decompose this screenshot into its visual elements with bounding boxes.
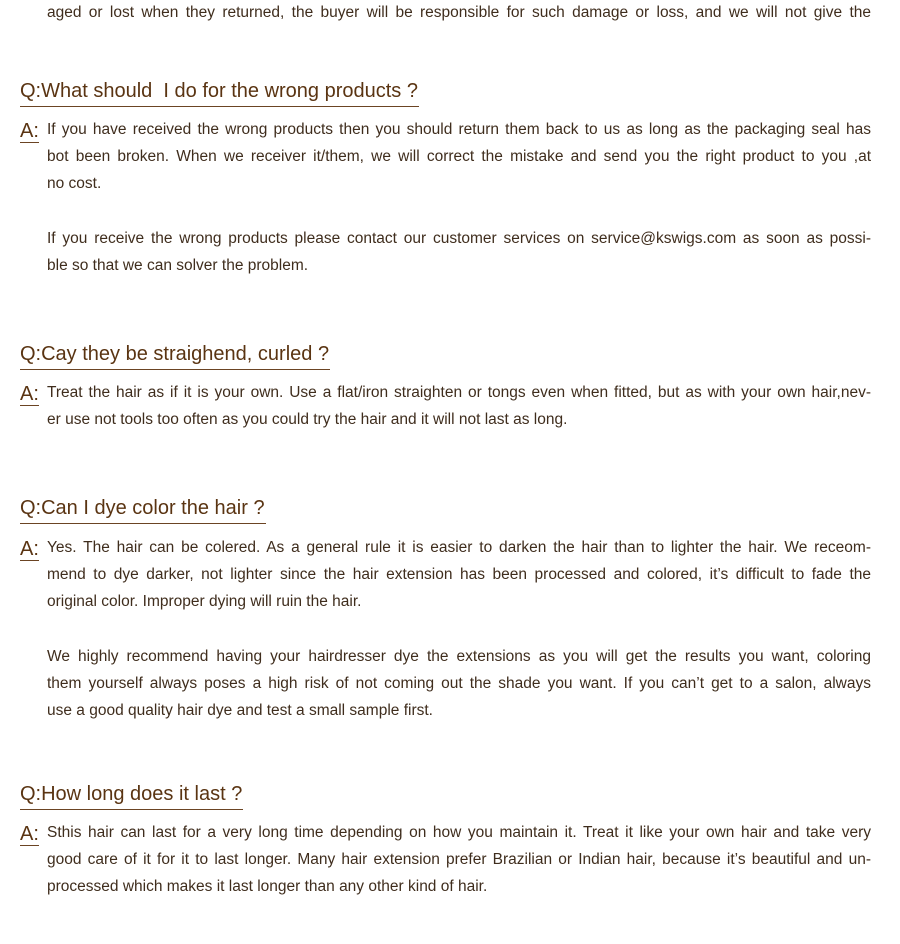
answer-line: no cost. <box>47 175 102 192</box>
answer-line: good care of it for it to last longer. Many hair extension prefer Brazilian or Indian hair, because it’s beautiful and un- <box>47 851 871 868</box>
answer-line: mend to dye darker, not lighter since the hair extension has been processed and colored, it’s difficult to fade the <box>47 566 871 583</box>
answer-line: Sthis hair can last for a very long time depending on how you maintain it. Treat it like your own hair and take very <box>47 824 871 841</box>
answer-line: them yourself always poses a high risk of not coming out the shade you want. If you can’t get to a salon, always <box>47 675 871 692</box>
answer-line: original color. Improper dying will ruin the hair. <box>47 593 362 610</box>
answer-line: aged or lost when they returned, the buyer will be responsible for such damage or loss, and we will not give the <box>47 4 871 21</box>
answer-line: ble so that we can solver the problem. <box>47 257 309 274</box>
answer-line: bot been broken. When we receiver it/them, we will correct the mistake and send you the right product to you ,at <box>47 148 871 165</box>
answer-line: use a good quality hair dye and test a small sample first. <box>47 702 433 719</box>
question-heading: Q:How long does it last ? <box>20 781 243 810</box>
question-heading: Q:Can I dye color the hair ? <box>20 495 266 524</box>
question-heading: Q:What should I do for the wrong products ? <box>20 78 419 107</box>
answer-marker: A: <box>20 383 39 405</box>
answer-marker: A: <box>20 538 39 560</box>
answer-line: Treat the hair as if it is your own. Use a flat/iron straighten or tongs even when fitted, but as with your own hair,nev- <box>47 384 871 401</box>
answer-marker: A: <box>20 823 39 845</box>
answer-line: er use not tools too often as you could try the hair and it will not last as long. <box>47 411 568 428</box>
answer-line: processed which makes it last longer than any other kind of hair. <box>47 878 488 895</box>
answer-line: Yes. The hair can be colered. As a general rule it is easier to darken the hair than to lighter the hair. We receom- <box>47 539 871 556</box>
answer-line: If you receive the wrong products please contact our customer services on service@kswigs.com as soon as possi- <box>47 230 871 247</box>
answer-marker: A: <box>20 120 39 142</box>
answer-line: We highly recommend having your hairdresser dye the extensions as you will get the results you want, coloring <box>47 648 871 665</box>
question-heading: Q:Cay they be straighend, curled ? <box>20 341 330 370</box>
answer-line: If you have received the wrong products then you should return them back to us as long as the packaging seal has <box>47 121 871 138</box>
